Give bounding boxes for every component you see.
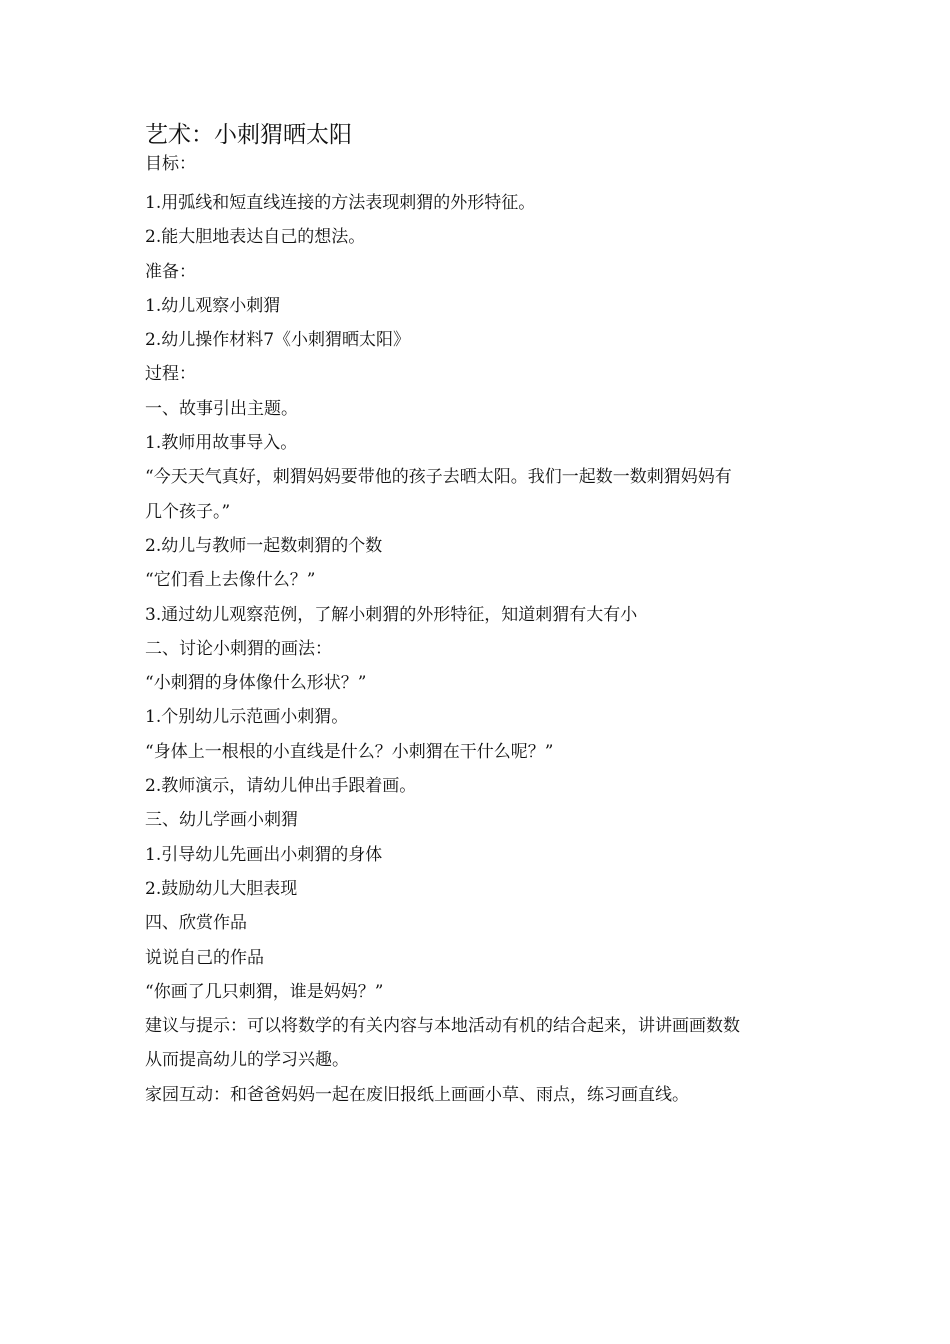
suggestion-line: 建议与提示：可以将数学的有关内容与本地活动有机的结合起来，讲讲画画数数 [145,1016,740,1037]
process-step-1-item-3: 3.通过幼儿观察范例，了解小刺猬的外形特征，知道刺猬有大有小 [145,604,638,625]
spacer [145,176,845,186]
home-interaction-line: 家园互动：和爸爸妈妈一起在废旧报纸上画画小草、雨点，练习画直线。 [145,1084,689,1105]
process-step-3-item-2: 2.鼓励幼儿大胆表现 [145,878,298,899]
process-step-1-item-2: 2.幼儿与教师一起数刺猬的个数 [145,535,383,556]
goal-item-2: 2.能大胆地表达自己的想法。 [145,227,366,248]
goal-item-1: 1.用弧线和短直线连接的方法表现刺猬的外形特征。 [145,193,536,213]
section-heading-preparation: 准备： [145,261,196,282]
process-step-4-item-1: 说说自己的作品 [145,947,264,968]
process-step-4-heading: 四、欣赏作品 [145,913,247,934]
document-page [145,118,845,1112]
process-step-1-heading: 一、故事引出主题。 [145,398,298,419]
process-step-2-heading: 二、讨论小刺猬的画法： [145,638,332,659]
preparation-item-1: 1.幼儿观察小刺猬 [145,295,281,316]
quote-line: “今天天气真好，刺猬妈妈要带他的孩子去晒太阳。我们一起数一数刺猬妈妈有 [145,467,732,488]
quote-line: “身体上一根根的小直线是什么？小刺猬在干什么呢？” [145,741,554,762]
process-step-1-item-1: 1.教师用故事导入。 [145,433,298,454]
process-step-3-heading: 三、幼儿学画小刺猬 [145,810,298,831]
quote-line: “你画了几只刺猬，谁是妈妈？” [145,981,384,1002]
process-step-3-item-1: 1.引导幼儿先画出小刺猬的身体 [145,844,383,865]
quote-line: “小刺猬的身体像什么形状？” [145,673,367,694]
section-heading-process: 过程： [145,364,196,385]
preparation-item-2: 2.幼儿操作材料7《小刺猬晒太阳》 [145,330,411,351]
document-title: 艺术：小刺猬晒太阳 [145,122,352,148]
process-step-2-item-2: 2.教师演示，请幼儿伸出手跟着画。 [145,776,417,797]
quote-line: “它们看上去像什么？” [145,570,316,591]
section-heading-goals: 目标： [145,154,196,174]
suggestion-line-continued: 从而提高幼儿的学习兴趣。 [145,1050,349,1071]
quote-line-continued: 几个孩子。” [145,501,231,522]
process-step-2-item-1: 1.个别幼儿示范画小刺猬。 [145,707,349,728]
